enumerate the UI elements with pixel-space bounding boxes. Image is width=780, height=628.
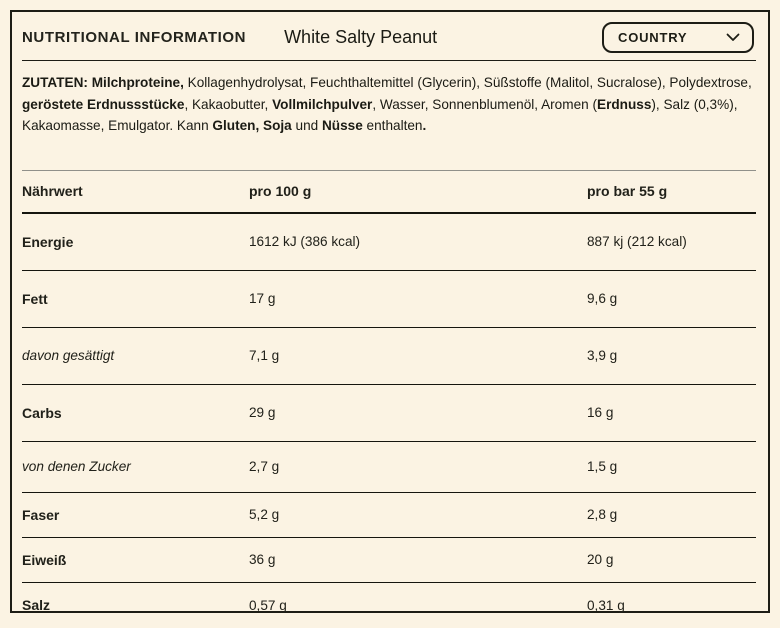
row-label: Salz	[22, 597, 51, 613]
col-header-per-100g: pro 100 g	[249, 183, 312, 199]
row-per100-value: 17 g	[249, 291, 276, 306]
table-row-fett	[22, 271, 756, 328]
ingredients-segment: ), Salz (0,3%), Kakaomasse, Emulgator. Kann	[22, 96, 738, 133]
ingredients-segment: Vollmilchpulver	[272, 96, 373, 112]
ingredients-segment: , Kakaobutter,	[184, 96, 273, 112]
table-row-salz	[22, 583, 756, 628]
row-per100-value: 7,1 g	[249, 348, 280, 363]
ingredients-segment: , Wasser, Sonnenblumenöl, Aromen (	[372, 96, 597, 112]
row-perbar-value: 16 g	[587, 405, 614, 420]
product-name: White Salty Peanut	[284, 26, 438, 47]
ingredients-segment: Gluten, Soja	[212, 118, 292, 133]
chevron-down-icon	[726, 33, 740, 42]
ingredients-segment: und	[291, 118, 322, 133]
table-row-davon-gesaettigt	[22, 328, 756, 385]
row-perbar-value: 3,9 g	[587, 348, 618, 363]
ingredients-segment: .	[422, 118, 427, 133]
country-dropdown[interactable]	[602, 22, 754, 53]
row-perbar-value: 1,5 g	[587, 459, 618, 474]
row-label: von denen Zucker	[22, 459, 131, 474]
ingredients-segment: Nüsse	[321, 118, 363, 133]
row-label: Fett	[22, 290, 48, 307]
row-label: Faser	[22, 506, 60, 523]
row-per100-value: 1612 kJ (386 kcal)	[249, 234, 361, 249]
row-per100-value: 0,57 g	[249, 597, 287, 613]
panel-header	[22, 12, 756, 60]
row-perbar-value: 0,31 g	[587, 597, 625, 613]
row-perbar-value: 20 g	[587, 552, 614, 567]
row-perbar-value: 887 kj (212 kcal)	[587, 234, 687, 249]
ingredients-text	[22, 61, 756, 137]
col-header-nutrient: Nährwert	[22, 183, 83, 199]
table-row-carbs	[22, 385, 756, 442]
ingredients-segment: enthalten	[362, 118, 423, 133]
row-per100-value: 29 g	[249, 405, 276, 420]
row-perbar-value: 9,6 g	[587, 291, 618, 306]
row-label: davon gesättigt	[22, 348, 115, 363]
row-per100-value: 2,7 g	[249, 459, 280, 474]
row-label: Eiweiß	[22, 551, 67, 568]
ingredients-segment: Erdnuss	[597, 96, 652, 112]
row-label: Carbs	[22, 404, 62, 421]
page-title: NUTRITIONAL INFORMATION	[22, 28, 247, 46]
nutrition-panel	[10, 10, 770, 613]
nutrition-table	[22, 170, 756, 628]
row-per100-value: 5,2 g	[249, 507, 280, 522]
table-header-row	[22, 170, 756, 214]
ingredients-segment: Kollagenhydrolysat, Feuchthaltemittel (Glycerin), Süßstoffe (Malitol, Sucralose), Polydextrose,	[183, 75, 752, 90]
table-row-energie	[22, 214, 756, 271]
row-per100-value: 36 g	[249, 552, 276, 567]
table-row-von-denen-zucker	[22, 442, 756, 493]
country-dropdown-label: COUNTRY	[618, 29, 688, 45]
ingredients-segment: ZUTATEN: Milchproteine,	[22, 75, 184, 90]
ingredients-segment: geröstete Erdnussstücke	[22, 96, 185, 112]
col-header-per-bar: pro bar 55 g	[587, 183, 668, 199]
row-perbar-value: 2,8 g	[587, 507, 618, 522]
row-label: Energie	[22, 233, 74, 250]
table-row-eiweiss	[22, 538, 756, 583]
table-row-faser	[22, 493, 756, 538]
